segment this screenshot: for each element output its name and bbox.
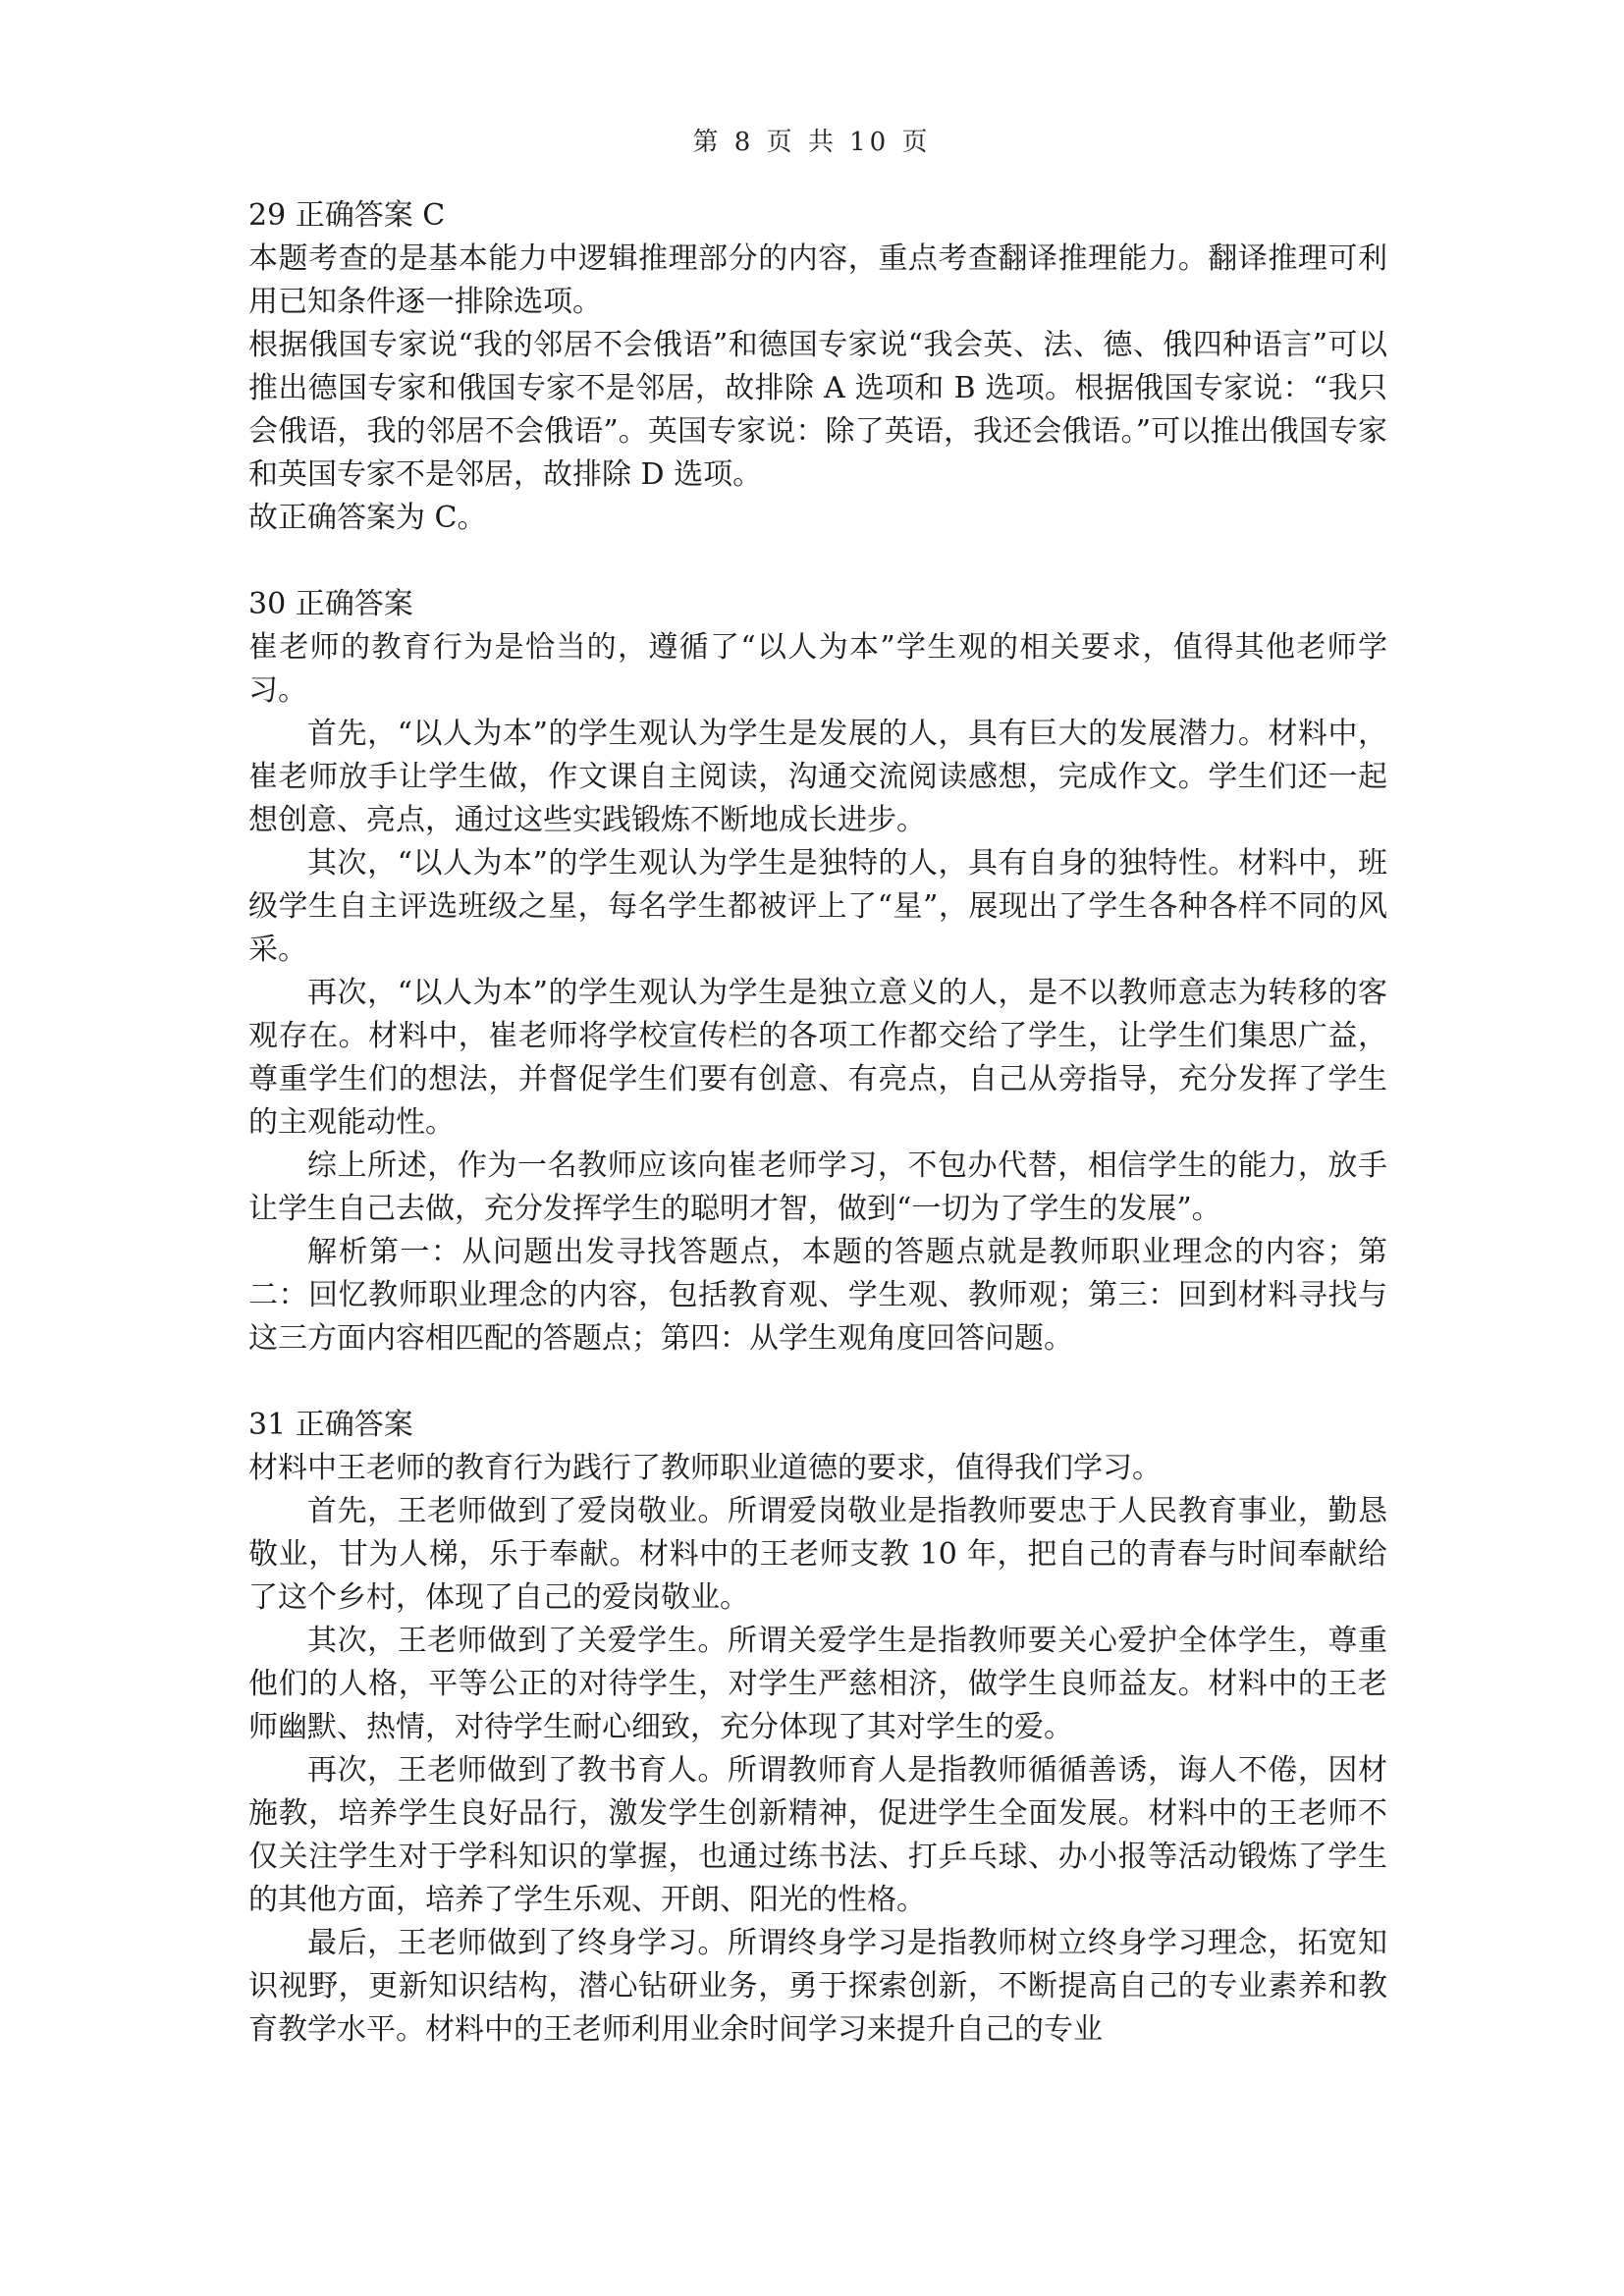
- paragraph: 综上所述，作为一名教师应该向崔老师学习，不包办代替，相信学生的能力，放手让学生自己去做，充分发挥学生的聪明才智，做到“一切为了学生的发展”。: [248, 1148, 1387, 1226]
- section-title: 29 正确答案 C: [248, 198, 446, 233]
- page-number-header: 第 8 页 共 10 页: [692, 128, 932, 157]
- document-body: [248, 194, 1387, 2095]
- paragraph: 再次，王老师做到了教书育人。所谓教师育人是指教师循循善诱，诲人不倦，因材施教，培养学生良好品行，激发学生创新精神，促进学生全面发展。材料中的王老师不仅关注学生对于学科知识的掌握，也通过练书法、打乒乓球、办小报等活动锻炼了学生的其他方面，培养了学生乐观、开朗、阳光的性格。: [248, 1753, 1387, 1917]
- answer-section-29: [248, 194, 1387, 540]
- paragraph: 再次，“以人为本”的学生观认为学生是独立意义的人，是不以教师意志为转移的客观存在。材料中，崔老师将学校宣传栏的各项工作都交给了学生，让学生们集思广益，尊重学生们的想法，并督促学生们要有创意、有亮点，自己从旁指导，充分发挥了学生的主观能动性。: [248, 976, 1387, 1140]
- paragraph: 崔老师的教育行为是恰当的，遵循了“以人为本”学生观的相关要求，值得其他老师学习。: [248, 630, 1387, 708]
- paragraph: 材料中王老师的教育行为践行了教师职业道德的要求，值得我们学习。: [248, 1451, 1162, 1485]
- analysis-paragraph: 解析第一：从问题出发寻找答题点，本题的答题点就是教师职业理念的内容；第二：回忆教师职业理念的内容，包括教育观、学生观、教师观；第三：回到材料寻找与这三方面内容相匹配的答题点；第四：从学生观角度回答问题。: [248, 1235, 1387, 1356]
- paragraph: 根据俄国专家说“我的邻居不会俄语”和德国专家说“我会英、法、德、俄四种语言”可以推出德国专家和俄国专家不是邻居，故排除 A 选项和 B 选项。根据俄国专家说：“我只会俄语，我的邻居不会俄语”。英国专家说：除了英语，我还会俄语。”可以推出俄国专家和英国专家不是邻居，故排除 D 选项。: [248, 328, 1387, 492]
- paragraph: 本题考查的是基本能力中逻辑推理部分的内容，重点考查翻译推理能力。翻译推理可利用已知条件逐一排除选项。: [248, 241, 1387, 319]
- section-title: 30 正确答案: [248, 587, 413, 621]
- answer-section-30: [248, 583, 1387, 1361]
- paragraph: 最后，王老师做到了终身学习。所谓终身学习是指教师树立终身学习理念，拓宽知识视野，更新知识结构，潜心钻研业务，勇于探索创新，不断提高自己的专业素养和教育教学水平。材料中的王老师利用业余时间学习来提升自己的专业: [248, 1926, 1387, 2047]
- paragraph: 首先，王老师做到了爱岗敬业。所谓爱岗敬业是指教师要忠于人民教育事业，勤恳敬业，甘为人梯，乐于奉献。材料中的王老师支教 10 年，把自己的青春与时间奉献给了这个乡村，体现了自己的爱岗敬业。: [248, 1494, 1387, 1615]
- paragraph: 故正确答案为 C。: [248, 501, 487, 535]
- paragraph: 其次，“以人为本”的学生观认为学生是独特的人，具有自身的独特性。材料中，班级学生自主评选班级之星，每名学生都被评上了“星”，展现出了学生各种各样不同的风采。: [248, 846, 1387, 967]
- paragraph: 首先，“以人为本”的学生观认为学生是发展的人，具有巨大的发展潜力。材料中，崔老师放手让学生做，作文课自主阅读，沟通交流阅读感想，完成作文。学生们还一起想创意、亮点，通过这些实践锻炼不断地成长进步。: [248, 717, 1387, 837]
- section-title: 31 正确答案: [248, 1408, 413, 1442]
- paragraph: 其次，王老师做到了关爱学生。所谓关爱学生是指教师要关心爱护全体学生，尊重他们的人格，平等公正的对待学生，对学生严慈相济，做学生良师益友。材料中的王老师幽默、热情，对待学生耐心细致，充分体现了其对学生的爱。: [248, 1624, 1387, 1744]
- answer-section-31: [248, 1404, 1387, 2052]
